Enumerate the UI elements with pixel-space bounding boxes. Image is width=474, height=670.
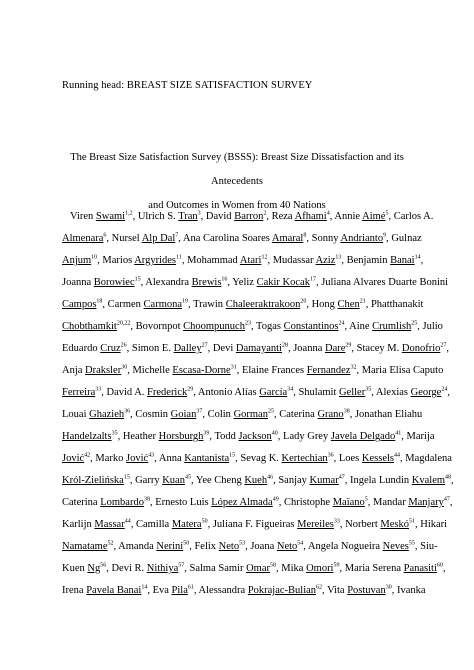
- author-text: , Mandar: [367, 497, 409, 508]
- affiliation-number: 36: [327, 452, 334, 459]
- author-surname: Atari: [239, 255, 262, 266]
- affiliation-number: 8: [303, 232, 307, 239]
- affiliation-number: 12: [261, 254, 268, 261]
- author-text: , Reza: [266, 211, 295, 222]
- author-surname: Dalley: [173, 343, 202, 354]
- author-surname: López Almada: [211, 497, 273, 508]
- affiliation-number: 60: [436, 562, 443, 569]
- author-text: ,: [447, 387, 450, 398]
- author-surname: Chen: [337, 299, 360, 310]
- author-surname: Donofrio: [401, 343, 441, 354]
- author-text: , Ulrich S.: [132, 211, 179, 222]
- author-text: , Juliana Alvares Duarte Bonini: [315, 277, 449, 288]
- affiliation-number: 59: [333, 562, 340, 569]
- affiliation-number: 14: [414, 254, 421, 261]
- author-text: , Caterina: [273, 409, 318, 420]
- author-text: , Colin: [202, 409, 234, 420]
- author-text: , Felix: [189, 541, 219, 552]
- author-surname: Jackson: [238, 431, 272, 442]
- author-surname: Ferreira: [62, 387, 96, 398]
- author-text: ,: [449, 497, 453, 508]
- affiliation-number: 41: [395, 430, 402, 437]
- author-surname: Escasa-Dorne: [172, 365, 231, 376]
- author-surname: Manjary: [408, 497, 444, 508]
- affiliation-number: 58: [270, 562, 277, 569]
- author-surname: Maïano: [332, 497, 365, 508]
- author-text: , Sevag K.: [235, 453, 282, 464]
- author-text: Joanna: [62, 277, 94, 288]
- author-surname: Fernandez: [306, 365, 351, 376]
- affiliation-number: 48: [445, 474, 452, 481]
- affiliation-number: 23: [244, 320, 251, 327]
- author-text: , Heather: [117, 431, 159, 442]
- author-surname: Jović: [62, 453, 85, 464]
- affiliation-number: 46: [267, 474, 274, 481]
- author-text: , Devi: [207, 343, 236, 354]
- author-text: , Aine: [344, 321, 373, 332]
- author-text: , Christophe: [278, 497, 333, 508]
- affiliation-number: 3: [197, 210, 201, 217]
- author-text: , Simon E.: [126, 343, 174, 354]
- affiliation-number: 27: [201, 342, 208, 349]
- affiliation-number: 50: [183, 540, 190, 547]
- author-text: ,: [446, 343, 449, 354]
- affiliation-number: 4: [326, 210, 330, 217]
- affiliation-number: 1,2: [125, 210, 133, 217]
- author-surname: Panasiti: [403, 563, 437, 574]
- author-line: [62, 294, 424, 316]
- author-surname: Anjum: [62, 255, 92, 266]
- author-text: , Mohammad: [181, 255, 240, 266]
- author-text: Eduardo: [62, 343, 101, 354]
- affiliation-number: 43: [148, 452, 155, 459]
- author-surname: Omori: [306, 563, 334, 574]
- author-surname: Horsburgh: [158, 431, 204, 442]
- author-text: , Maria Elisa Caputo: [356, 365, 444, 376]
- affiliation-number: 20: [300, 298, 307, 305]
- author-line: [62, 228, 422, 250]
- author-surname: Chaleeraktrakoon: [225, 299, 301, 310]
- author-surname: Pavela Banai: [86, 585, 142, 596]
- affiliation-number: 53: [239, 540, 246, 547]
- author-surname: Gorman: [233, 409, 268, 420]
- author-surname: Kvalem: [411, 475, 446, 486]
- author-surname: Goian: [170, 409, 197, 420]
- affiliation-number: 25: [267, 408, 274, 415]
- affiliation-number: 38: [143, 496, 150, 503]
- author-surname: Neves: [382, 541, 409, 552]
- author-text: , Devi R.: [106, 563, 147, 574]
- title-line: The Breast Size Satisfaction Survey (BSSS): Breast Size Dissatisfaction and its Antecedents: [70, 152, 404, 187]
- author-text: , Togas: [250, 321, 284, 332]
- author-text: , Maria Serena: [339, 563, 404, 574]
- author-surname: Kantanista: [184, 453, 230, 464]
- author-text: , Ernesto Luis: [149, 497, 212, 508]
- affiliation-number: 47: [338, 474, 345, 481]
- author-list: [62, 206, 454, 602]
- author-text: , Joanna: [287, 343, 326, 354]
- author-text: , Juliana F. Figueiras: [207, 519, 298, 530]
- affiliation-number: 36: [124, 408, 131, 415]
- author-surname: Neto: [218, 541, 240, 552]
- author-text: , David A.: [101, 387, 148, 398]
- affiliation-number: 27: [440, 342, 447, 349]
- author-line: [62, 514, 448, 536]
- author-line: [62, 448, 452, 470]
- author-text: , Carmen: [102, 299, 144, 310]
- author-line: [62, 360, 444, 382]
- affiliation-number: 56: [100, 562, 107, 569]
- author-text: , Siu-: [414, 541, 438, 552]
- author-text: , Gulnaz: [386, 233, 422, 244]
- affiliation-number: 14: [141, 584, 148, 591]
- affiliation-number: 21: [359, 298, 366, 305]
- affiliation-number: 17: [309, 276, 316, 283]
- author-line: [62, 558, 446, 580]
- author-line: [62, 250, 424, 272]
- author-surname: Grano: [317, 409, 344, 420]
- author-surname: Nerini: [156, 541, 184, 552]
- author-surname: Pila: [171, 585, 188, 596]
- author-surname: Campos: [62, 299, 97, 310]
- author-text: , Alessandra: [193, 585, 248, 596]
- affiliation-number: 45: [184, 474, 191, 481]
- author-surname: Borowiec: [93, 277, 135, 288]
- author-surname: Matera: [171, 519, 202, 530]
- affiliation-number: 15: [123, 474, 130, 481]
- affiliation-number: 18: [96, 298, 103, 305]
- author-text: , Marko: [90, 453, 127, 464]
- author-surname: Lombardo: [100, 497, 144, 508]
- author-text: , Camilla: [130, 519, 172, 530]
- author-surname: Ghazieh: [89, 409, 125, 420]
- author-surname: Kertechian: [281, 453, 328, 464]
- author-surname: Dare: [325, 343, 346, 354]
- affiliation-number: 7: [175, 232, 179, 239]
- author-line: [62, 206, 434, 228]
- author-surname: Namatame: [62, 541, 108, 552]
- author-text: , Lady Grey: [277, 431, 331, 442]
- author-text: Louai: [62, 409, 90, 420]
- author-text: , Jonathan Eliahu: [349, 409, 423, 420]
- author-text: , Yeliz: [227, 277, 257, 288]
- author-text: , Hong: [306, 299, 338, 310]
- affiliation-number: 55: [408, 540, 415, 547]
- affiliation-number: 62: [316, 584, 323, 591]
- author-surname: Chobthamkit: [62, 321, 117, 332]
- author-surname: Geller: [338, 387, 366, 398]
- author-text: Irena: [62, 585, 87, 596]
- author-surname: Ng: [87, 563, 101, 574]
- title-line: and Outcomes in Women from 40 Nations: [148, 200, 326, 211]
- author-surname: Draksler: [85, 365, 122, 376]
- author-surname: Alp Dal: [141, 233, 176, 244]
- author-text: , Garry: [129, 475, 163, 486]
- author-text: , Annie: [329, 211, 363, 222]
- author-line: [62, 316, 443, 338]
- author-text: , Norbert: [339, 519, 381, 530]
- author-text: , Mika: [276, 563, 307, 574]
- author-text: , Salma Samir: [184, 563, 247, 574]
- author-text: , Nursel: [106, 233, 142, 244]
- affiliation-number: 24: [338, 320, 345, 327]
- author-surname: Król-Zielińska: [62, 475, 124, 486]
- author-text: , Antonio Alías: [193, 387, 260, 398]
- author-text: , Eva: [147, 585, 172, 596]
- affiliation-number: 35: [111, 430, 118, 437]
- affiliation-number: 19: [182, 298, 189, 305]
- affiliation-number: 16: [221, 276, 228, 283]
- affiliation-number: 11: [176, 254, 182, 261]
- author-text: , Todd: [209, 431, 239, 442]
- author-text: Viren: [70, 211, 96, 222]
- author-text: , Stacey M.: [351, 343, 402, 354]
- author-surname: Kessels: [361, 453, 394, 464]
- affiliation-number: 33: [95, 386, 102, 393]
- author-text: , Ivanka: [391, 585, 426, 596]
- author-text: , Benjamin: [341, 255, 391, 266]
- affiliation-number: 44: [394, 452, 400, 459]
- running-head: Running head: BREAST SIZE SATISFACTION SURVEY: [62, 80, 313, 91]
- affiliation-number: 2: [263, 210, 267, 217]
- author-text: , Magdalena: [400, 453, 452, 464]
- author-surname: Choompunuch: [183, 321, 245, 332]
- author-text: , Joana: [245, 541, 277, 552]
- affiliation-number: 38: [343, 408, 350, 415]
- author-line: [62, 272, 449, 294]
- author-text: , Phatthanakit: [365, 299, 424, 310]
- affiliation-number: 9: [383, 232, 387, 239]
- author-surname: Cruz: [100, 343, 121, 354]
- affiliation-number: 57: [178, 562, 185, 569]
- author-surname: Brewis: [191, 277, 222, 288]
- affiliation-number: 52: [107, 540, 114, 547]
- author-surname: Massar: [94, 519, 125, 530]
- affiliation-number: 33: [333, 518, 340, 525]
- author-text: Anja: [62, 365, 86, 376]
- author-text: , Michelle: [127, 365, 173, 376]
- author-surname: Carmona: [143, 299, 183, 310]
- author-surname: Kueh: [244, 475, 268, 486]
- author-text: , Sanjay: [273, 475, 310, 486]
- author-surname: Kuan: [162, 475, 185, 486]
- author-line: [62, 338, 449, 360]
- author-surname: Postuvan: [347, 585, 386, 596]
- author-text: , Trawin: [188, 299, 226, 310]
- affiliation-number: 6: [103, 232, 107, 239]
- author-text: , Alexandra: [140, 277, 192, 288]
- affiliation-number: 50: [201, 518, 208, 525]
- affiliation-number: 49: [272, 496, 279, 503]
- author-text: , Elaine Frances: [236, 365, 307, 376]
- affiliation-number: 15: [229, 452, 236, 459]
- author-surname: Jović: [126, 453, 149, 464]
- author-surname: Argyrides: [134, 255, 177, 266]
- author-surname: Cakir Kocak: [256, 277, 310, 288]
- author-text: , Marios: [97, 255, 135, 266]
- affiliation-number: 44: [124, 518, 131, 525]
- affiliation-number: 20,22: [116, 320, 131, 327]
- author-surname: Kumar: [309, 475, 339, 486]
- author-text: ,: [420, 255, 424, 266]
- affiliation-number: 10: [91, 254, 98, 261]
- author-line: [62, 470, 454, 492]
- affiliation-number: 51: [409, 518, 416, 525]
- author-text: , Angela Nogueira: [303, 541, 383, 552]
- author-text: , Cosmin: [130, 409, 171, 420]
- affiliation-number: 29: [345, 342, 352, 349]
- author-text: , Marija: [401, 431, 435, 442]
- author-surname: Frederick: [147, 387, 188, 398]
- author-surname: Meskó: [380, 519, 410, 530]
- author-surname: George: [410, 387, 442, 398]
- affiliation-number: 28: [281, 342, 288, 349]
- author-surname: Constantinos: [283, 321, 339, 332]
- affiliation-number: 29: [187, 386, 194, 393]
- affiliation-number: 13: [335, 254, 342, 261]
- affiliation-number: 42: [84, 452, 91, 459]
- author-text: , Bovornpot: [130, 321, 184, 332]
- author-text: , Hikari: [415, 519, 448, 530]
- author-line: [62, 404, 423, 426]
- affiliation-number: 35: [365, 386, 372, 393]
- author-text: , Mudassar: [267, 255, 316, 266]
- author-surname: Almenara: [62, 233, 104, 244]
- author-surname: Omar: [246, 563, 271, 574]
- author-line: [62, 426, 435, 448]
- author-surname: Javela Delgado: [330, 431, 396, 442]
- author-surname: Crumlish: [372, 321, 412, 332]
- author-surname: Amaral: [271, 233, 304, 244]
- affiliation-number: 24: [441, 386, 448, 393]
- author-surname: Damayanti: [235, 343, 282, 354]
- author-surname: Swami: [95, 211, 126, 222]
- affiliation-number: 26: [120, 342, 127, 349]
- affiliation-number: 61: [187, 584, 194, 591]
- author-surname: Aziz: [315, 255, 336, 266]
- author-surname: Pokrajac-Bulian: [247, 585, 317, 596]
- affiliation-number: 39: [203, 430, 210, 437]
- affiliation-number: 40: [271, 430, 278, 437]
- author-text: , Amanda: [113, 541, 157, 552]
- author-text: , Sonny: [306, 233, 341, 244]
- affiliation-number: 31: [230, 364, 237, 371]
- author-text: Karlijn: [62, 519, 95, 530]
- author-text: Caterina: [62, 497, 101, 508]
- author-surname: Tran: [178, 211, 198, 222]
- author-text: , Ingela Lundin: [344, 475, 412, 486]
- author-text: , Vita: [322, 585, 348, 596]
- author-text: Kuen: [62, 563, 88, 574]
- affiliation-number: 5: [385, 210, 389, 217]
- affiliation-number: 30: [121, 364, 128, 371]
- author-text: , Yee Cheng: [190, 475, 245, 486]
- author-text: , David: [200, 211, 235, 222]
- author-line: [62, 536, 438, 558]
- author-text: ,: [442, 563, 446, 574]
- affiliation-number: 25: [411, 320, 418, 327]
- affiliation-number: 37: [196, 408, 203, 415]
- author-text: , Julio: [417, 321, 443, 332]
- author-surname: Handelzalts: [62, 431, 112, 442]
- affiliation-number: 5: [364, 496, 368, 503]
- author-text: ,: [451, 475, 454, 486]
- author-surname: Andrianto: [340, 233, 384, 244]
- author-line: [62, 580, 426, 602]
- affiliation-number: 47: [443, 496, 450, 503]
- author-surname: Barron: [234, 211, 264, 222]
- author-line: [62, 382, 450, 404]
- affiliation-number: 34: [287, 386, 294, 393]
- author-text: , Carlos A.: [388, 211, 434, 222]
- affiliation-number: 32: [350, 364, 357, 371]
- author-text: , Ana Carolina Soares: [178, 233, 272, 244]
- author-text: , Shulamit: [293, 387, 339, 398]
- author-text: , Alexias: [371, 387, 411, 398]
- author-surname: Nithiya: [146, 563, 179, 574]
- author-surname: Banai: [390, 255, 415, 266]
- author-surname: Neto: [276, 541, 298, 552]
- affiliation-number: 30: [385, 584, 392, 591]
- affiliation-number: 54: [297, 540, 304, 547]
- author-surname: Aimé: [362, 211, 386, 222]
- author-surname: Afhami: [294, 211, 327, 222]
- author-surname: García: [259, 387, 288, 398]
- affiliation-number: 15: [134, 276, 141, 283]
- author-line: [62, 492, 453, 514]
- author-surname: Mereiles: [297, 519, 334, 530]
- author-text: , Loes: [333, 453, 362, 464]
- author-text: , Anna: [154, 453, 185, 464]
